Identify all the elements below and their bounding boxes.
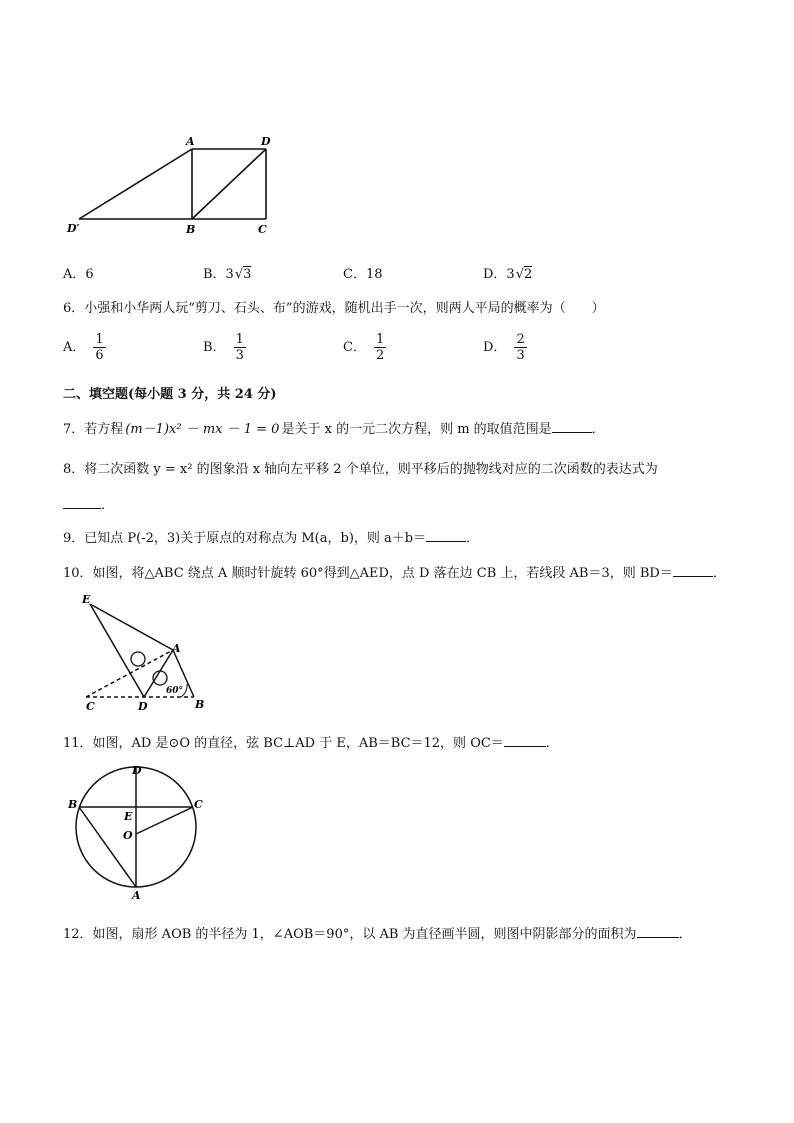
q11-text: 11．如图，AD 是⊙O 的直径，弦 BC⊥AD 于 E，AB＝BC＝12，则 OC＝ ．	[63, 733, 559, 753]
label-angle: 60°	[166, 686, 184, 696]
label-C: C	[86, 700, 95, 712]
q5-option-c: C．18	[343, 267, 383, 282]
label-O: O	[123, 829, 133, 842]
figure-q11	[66, 762, 216, 902]
section-heading: 二、填空题(每小题 3 分，共 24 分)	[63, 387, 277, 402]
label-D: D	[138, 700, 148, 712]
label-B: B	[68, 798, 78, 811]
q6-option-b: B． $\frac{1}{3}$	[203, 332, 244, 363]
q12-text: 12．如图，扇形 AOB 的半径为 1，∠AOB＝90°，以 AB 为直径画半圆，则图中阴影部分的面积为 ．	[63, 924, 692, 944]
label-Dprime: D′	[67, 222, 80, 235]
q5-option-b: B．3√3	[203, 267, 252, 282]
label-B: B	[186, 223, 196, 236]
q5-option-d: D．3√2	[483, 267, 533, 282]
sqrt-icon: √	[234, 267, 244, 282]
q5-option-a: A．6	[63, 267, 94, 282]
label-E: E	[82, 593, 91, 606]
label-D: D	[261, 135, 271, 148]
label-B: B	[195, 698, 205, 711]
q6-option-c: C． $\frac{1}{2}$	[343, 332, 385, 363]
q6-text: 6．小强和小华两人玩“剪刀、石头、布”的游戏，随机出手一次，则两人平局的概率为（ ）	[63, 301, 605, 316]
label-A: A	[186, 135, 195, 148]
q6-option-a: A． $\frac{1}{6}$	[63, 332, 104, 363]
label-A: A	[172, 642, 181, 655]
q7-text: 7．若方程 (m－1)x² － mx － 1 = 0 是关于 x 的一元二次方程，则 m 的取值范围是 ．	[63, 419, 605, 439]
q10-text: 10．如图，将△ABC 绕点 A 顺时针旋转 60°得到△AED，点 D 落在边 CB 上，若线段 AB＝3，则 BD＝ ．	[63, 563, 726, 583]
label-C: C	[194, 798, 203, 811]
answer-blank	[63, 495, 101, 509]
answer-blank	[637, 924, 679, 938]
q7-equation: (m－1)x² － mx － 1 = 0	[125, 422, 280, 437]
figure-q10	[76, 590, 216, 712]
label-A: A	[132, 889, 141, 902]
q9-text: 9．已知点 P(-2，3)关于原点的对称点为 M(a，b)，则 a＋b＝ ．	[63, 528, 479, 548]
figure-q5	[62, 132, 282, 242]
answer-blank	[673, 563, 713, 577]
label-E: E	[124, 810, 133, 823]
answer-blank	[552, 419, 592, 433]
q8-text: 8．将二次函数 y = x² 的图象沿 x 轴向左平移 2 个单位，则平移后的抛物线对应的二次函数的表达式为	[63, 462, 658, 477]
sqrt-icon: √	[515, 267, 524, 282]
label-D: D	[132, 764, 142, 777]
answer-blank	[504, 733, 546, 747]
q6-option-d: D． $\frac{2}{3}$	[483, 332, 525, 363]
label-C: C	[258, 223, 267, 236]
answer-blank	[426, 528, 466, 542]
q8-blank-line: ．	[63, 495, 114, 515]
